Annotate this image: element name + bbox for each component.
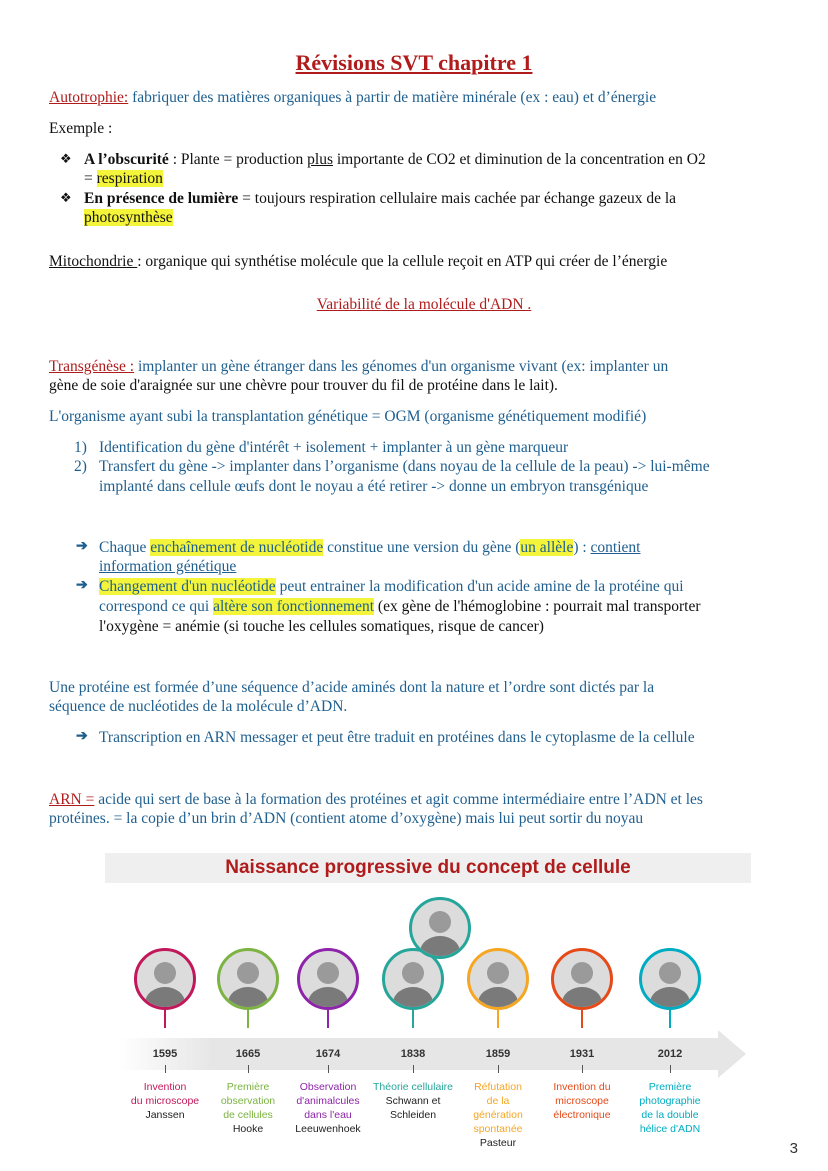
timeline-stem (412, 1010, 414, 1028)
arrow-bullet-icon: ➔ (76, 539, 88, 554)
timeline-stem (164, 1010, 166, 1028)
mitochondrie-paragraph (49, 252, 667, 272)
timeline-year: 1674 (315, 1048, 341, 1060)
timeline-title: Naissance progressive du concept de cellule (105, 853, 751, 883)
allele-line1: Chaque enchaînement de nucléotide constitue une version du gène (un allèle) : contient (99, 539, 641, 556)
proteine-line2: séquence de nucléotides de la molécule d’ADN. (49, 698, 348, 715)
plus-word: plus (307, 151, 333, 168)
bullet-obscurite-bold: A l’obscurité (84, 151, 169, 168)
mutation-line1: Changement d'un nucléotide peut entrainer la modification d'un acide amine de la protéine qui (99, 578, 684, 595)
allele-highlight: un allèle (520, 539, 574, 556)
timeline-tick (328, 1065, 329, 1073)
page-title: Révisions SVT chapitre 1 (295, 50, 533, 75)
step-number-2: 2) (74, 458, 87, 475)
portrait-image (467, 948, 529, 1010)
transcription-line: Transcription en ARN messager et peut être traduit en protéines dans le cytoplasme de la cellule (99, 729, 695, 746)
timeline-year: 1665 (235, 1048, 261, 1060)
timeline-year: 1931 (569, 1048, 595, 1060)
portrait-image (551, 948, 613, 1010)
mutation-line3: l'oxygène = anémie (si touche les cellules somatiques, risque de cancer) (99, 618, 544, 635)
bullet-obscurite-text3: = (84, 170, 97, 187)
ogm-line: L'organisme ayant subi la transplantation génétique = OGM (organisme génétiquement modifié) (49, 408, 647, 425)
respiration-highlight: respiration (96, 170, 163, 187)
step-2-line1: Transfert du gène -> implanter dans l’organisme (dans noyau de la cellule de la peau) -> lui-même (99, 458, 710, 475)
timeline-tick (413, 1065, 414, 1073)
timeline-tick (165, 1065, 166, 1073)
timeline-year: 2012 (657, 1048, 683, 1060)
portrait-image (297, 948, 359, 1010)
timeline-stem (581, 1010, 583, 1028)
exemple-label: Exemple : (49, 120, 113, 137)
timeline-stem (669, 1010, 671, 1028)
bullet-lumiere-line2 (84, 208, 173, 228)
timeline-tick (498, 1065, 499, 1073)
portrait-image (217, 948, 279, 1010)
subtitle-text: Variabilité de la molécule d'ADN . (316, 296, 532, 313)
transgenese-text1: implanter un gène étranger dans les génomes d'un organisme vivant (ex: implanter un (134, 358, 669, 375)
timeline-year: 1838 (400, 1048, 426, 1060)
enchainement-highlight: enchaînement de nucléotide (150, 539, 324, 556)
timeline-caption: Réfutation de la génération spontanée Pasteur (473, 1081, 523, 1149)
arrow-bullet-icon: ➔ (76, 729, 88, 744)
bullet-lumiere-text: = toujours respiration cellulaire mais cachée par échange gazeux de la (238, 190, 677, 207)
timeline-year: 1859 (485, 1048, 511, 1060)
autotrophie-definition: fabriquer des matières organiques à partir de matière minérale (ex : eau) et d’énergie (128, 89, 657, 106)
altere-highlight: altère son fonctionnement (213, 598, 375, 615)
page-number: 3 (789, 1140, 798, 1157)
timeline-caption: Première photographie de la double hélice d'ADN (639, 1081, 701, 1135)
photosynthese-highlight: photosynthèse (84, 209, 173, 226)
bullet-lumiere (84, 189, 676, 209)
mutation-line2: correspond ce qui altère son fonctionnement (ex gène de l'hémoglobine : pourrait mal transporter (99, 598, 701, 615)
mitochondrie-definition: : organique qui synthétise molécule que la cellule reçoit en ATP qui créer de l’énergie (137, 253, 668, 270)
proteine-line1: Une protéine est formée d’une séquence d’acide aminés dont la nature et l’ordre sont dictés par la (49, 679, 655, 696)
portrait-image (134, 948, 196, 1010)
timeline-caption: Première observation de cellules Hooke (220, 1081, 276, 1135)
arn-term: ARN = (49, 791, 95, 808)
portrait-image (639, 948, 701, 1010)
arn-line1: ARN = acide qui sert de base à la formation des protéines et agit comme intermédiaire entre l’ADN et les (49, 791, 703, 808)
timeline-stem (497, 1010, 499, 1028)
step-2-line2: implanté dans cellule œufs dont le noyau a été retirer -> donne un embryon transgénique (99, 478, 649, 495)
timeline-tick (248, 1065, 249, 1073)
bullet-obscurite-line2 (84, 169, 163, 189)
arrow-bullet-icon: ➔ (76, 578, 88, 593)
timeline-caption: Théorie cellulaire Schwann et Schleiden (373, 1081, 453, 1121)
step-1: Identification du gène d'intérêt + isolement + implanter à un gène marqueur (99, 439, 569, 456)
transgenese-line2: gène de soie d'araignée sur une chèvre pour trouver du fil de protéine dans le lait). (49, 377, 558, 394)
transgenese-term: Transgénèse : (49, 358, 135, 375)
transgenese-line1 (49, 357, 668, 377)
timeline-year: 1595 (152, 1048, 178, 1060)
timeline-caption: Invention du microscope Janssen (130, 1081, 200, 1121)
changement-highlight: Changement d'un nucléotide (99, 578, 276, 595)
step-number-1: 1) (74, 439, 87, 456)
mitochondrie-term: Mitochondrie (49, 253, 138, 270)
bullet-obscurite (84, 150, 706, 170)
diamond-bullet-icon: ❖ (60, 151, 72, 166)
arn-line2: protéines. = la copie d’un brin d’ADN (contient atome d’oxygène) mais lui peut sortir du noyau (49, 810, 644, 827)
timeline-tick (670, 1065, 671, 1073)
timeline-stem (327, 1010, 329, 1028)
autotrophie-term: Autotrophie: (49, 89, 129, 106)
portrait-image (409, 897, 471, 959)
timeline-caption: Observation d'animalcules dans l'eau Leeuwenhoek (295, 1081, 361, 1135)
allele-line2: information génétique (99, 558, 237, 575)
bullet-obscurite-text1: : Plante = production (168, 151, 308, 168)
timeline-caption: Invention du microscope électronique (553, 1081, 611, 1121)
autotrophie-paragraph (49, 88, 656, 108)
bullet-lumiere-bold: En présence de lumière (84, 190, 239, 207)
timeline-tick (582, 1065, 583, 1073)
section-subtitle (0, 295, 828, 315)
bullet-obscurite-text2: importante de CO2 et diminution de la concentration en O2 (332, 151, 706, 168)
timeline-stem (247, 1010, 249, 1028)
diamond-bullet-icon: ❖ (60, 190, 72, 205)
